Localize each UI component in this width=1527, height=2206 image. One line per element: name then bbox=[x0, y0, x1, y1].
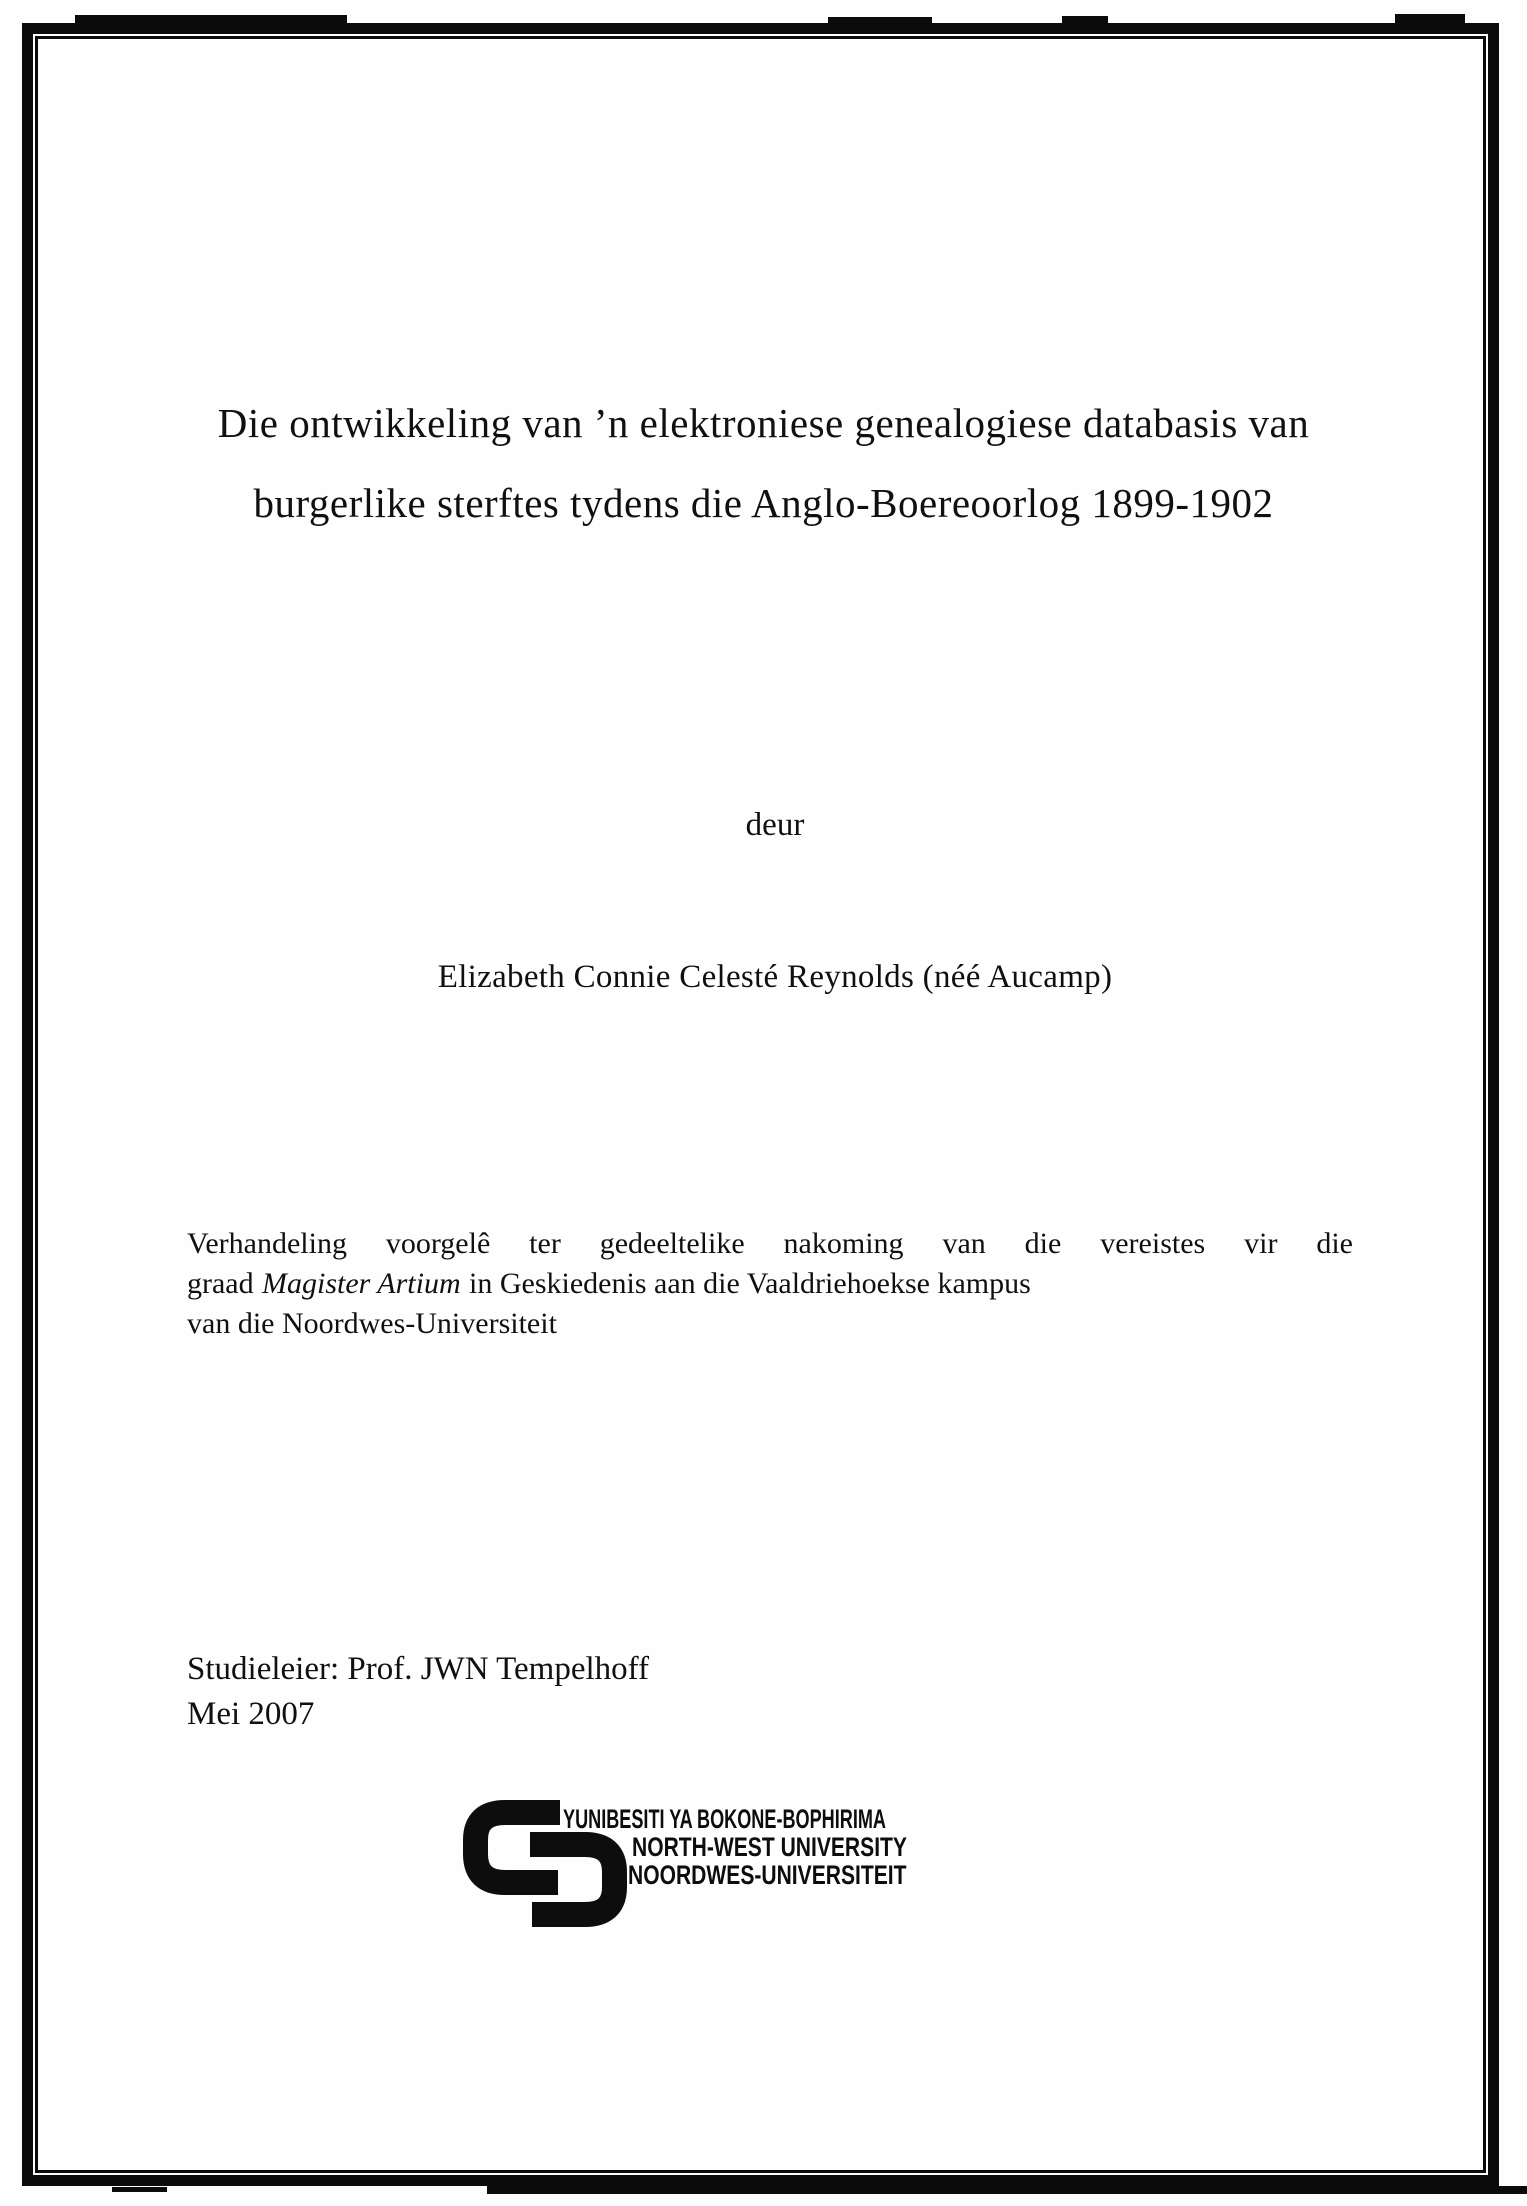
degree-statement-line2-pre: graad bbox=[187, 1267, 254, 1300]
university-logo bbox=[463, 1800, 1023, 1932]
scan-artifact bbox=[1062, 16, 1108, 23]
logo-text-afrikaans: NOORDWES-UNIVERSITEIT bbox=[628, 1860, 907, 1890]
degree-statement bbox=[187, 1224, 1353, 1344]
degree-statement-line3: van die Noordwes-Universiteit bbox=[187, 1307, 557, 1340]
author-name: Elizabeth Connie Celesté Reynolds (néé Aucamp) bbox=[437, 959, 1113, 995]
scan-artifact bbox=[1395, 14, 1465, 23]
logo-text-setswana: YUNIBESITI YA BOKONE-BOPHIRIMA bbox=[563, 1804, 886, 1834]
thesis-title-line2: burgerlike sterftes tydens die Anglo-Boereoorlog 1899-1902 bbox=[253, 480, 1274, 526]
supervisor-line: Studieleier: Prof. JWN Tempelhoff bbox=[187, 1651, 650, 1687]
supervisor-block bbox=[187, 1647, 649, 1737]
date-line: Mei 2007 bbox=[187, 1696, 315, 1732]
logo-text-english: NORTH-WEST UNIVERSITY bbox=[632, 1832, 907, 1862]
degree-statement-line2 bbox=[187, 1264, 1353, 1304]
thesis-title-line1: Die ontwikkeling van ’n elektroniese genealogiese databasis van bbox=[217, 400, 1310, 446]
degree-statement-line1: Verhandeling voorgelê ter gedeeltelike nakoming van die vereistes vir die bbox=[187, 1227, 1353, 1260]
byline: deur bbox=[745, 807, 805, 843]
degree-statement-line2-post: in Geskiedenis aan die Vaaldriehoekse kampus bbox=[469, 1267, 1031, 1300]
degree-name: Magister Artium bbox=[262, 1267, 461, 1300]
scan-artifact bbox=[112, 2187, 167, 2192]
scan-artifact bbox=[487, 2186, 1527, 2194]
